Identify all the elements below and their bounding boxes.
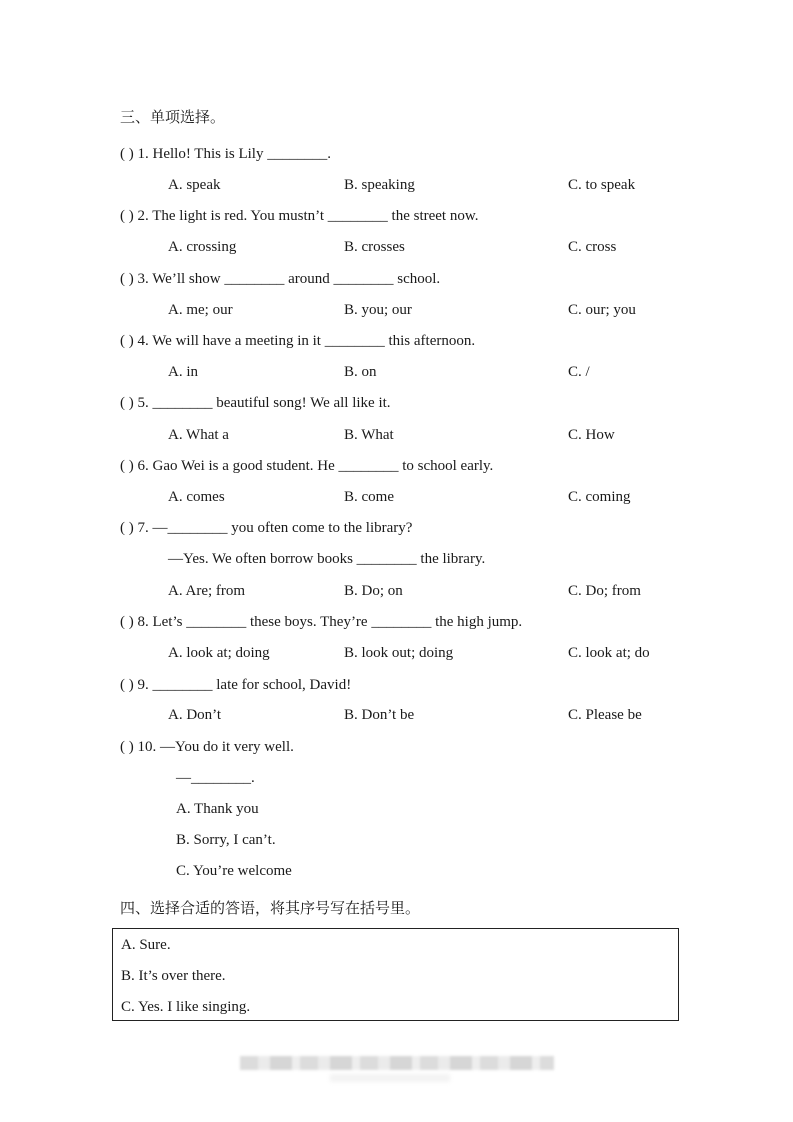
question-6-option-a: A. comes [168, 489, 225, 505]
question-10-stem: ( ) 10. —You do it very well. [120, 739, 294, 755]
question-1-option-b: B. speaking [344, 177, 415, 193]
question-2-option-a: A. crossing [168, 239, 237, 255]
question-8-option-a: A. look at; doing [168, 645, 270, 661]
question-9-option-b: B. Don’t be [344, 707, 415, 723]
question-6-option-b: B. come [344, 489, 394, 505]
question-7-stem-reply: —Yes. We often borrow books ________ the library. [168, 551, 486, 567]
question-8-option-b: B. look out; doing [344, 645, 454, 661]
question-8-option-c: C. look at; do [568, 645, 650, 661]
question-9-option-a: A. Don’t [168, 707, 222, 723]
box-item-c: C. Yes. I like singing. [121, 999, 251, 1015]
question-1-stem: ( ) 1. Hello! This is Lily ________. [120, 146, 331, 162]
blurred-footer [240, 1056, 554, 1070]
question-9-option-c: C. Please be [568, 707, 642, 723]
question-10-reply: —________. [176, 770, 255, 786]
question-3-option-c: C. our; you [568, 302, 636, 318]
question-8-stem: ( ) 8. Let’s ________ these boys. They’re ________ the high jump. [120, 614, 523, 630]
question-9-stem: ( ) 9. ________ late for school, David! [120, 677, 352, 693]
question-2-stem: ( ) 2. The light is red. You mustn’t ________ the street now. [120, 208, 479, 224]
question-5-option-b: B. What [344, 427, 394, 443]
question-4-option-b: B. on [344, 364, 377, 380]
blurred-footer-line [330, 1074, 450, 1082]
question-7-option-a: A. Are; from [168, 583, 246, 599]
box-item-a: A. Sure. [121, 937, 171, 953]
question-10-option-b: B. Sorry, I can’t. [176, 832, 276, 848]
question-5-stem: ( ) 5. ________ beautiful song! We all like it. [120, 395, 391, 411]
question-3-stem: ( ) 3. We’ll show ________ around ________ school. [120, 271, 441, 287]
question-7-stem: ( ) 7. —________ you often come to the library? [120, 520, 413, 536]
question-5-option-c: C. How [568, 427, 615, 443]
question-4-stem: ( ) 4. We will have a meeting in it ________ this afternoon. [120, 333, 476, 349]
question-2-option-b: B. crosses [344, 239, 405, 255]
question-4-option-c: C. / [568, 364, 590, 380]
question-10-option-c: C. You’re welcome [176, 863, 292, 879]
question-6-stem: ( ) 6. Gao Wei is a good student. He ________ to school early. [120, 458, 494, 474]
box-item-b: B. It’s over there. [121, 968, 226, 984]
question-5-option-a: A. What a [168, 427, 229, 443]
question-7-option-b: B. Do; on [344, 583, 403, 599]
question-10-option-a: A. Thank you [176, 801, 259, 817]
question-4-option-a: A. in [168, 364, 198, 380]
section-3-title: 三、单项选择。 [120, 108, 226, 126]
question-6-option-c: C. coming [568, 489, 631, 505]
question-3-option-b: B. you; our [344, 302, 412, 318]
section-4-title: 四、选择合适的答语，将其序号写在括号里。 [120, 899, 421, 917]
question-7-option-c: C. Do; from [568, 583, 641, 599]
question-2-option-c: C. cross [568, 239, 617, 255]
question-3-option-a: A. me; our [168, 302, 233, 318]
answer-options-box [112, 928, 679, 1021]
question-1-option-a: A. speak [168, 177, 221, 193]
question-1-option-c: C. to speak [568, 177, 636, 193]
